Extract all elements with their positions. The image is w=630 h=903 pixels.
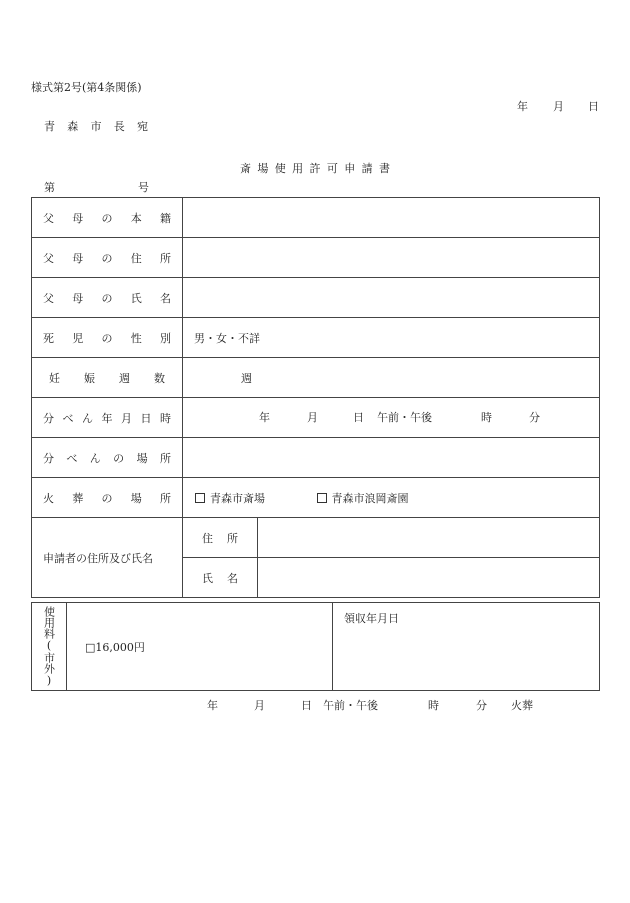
footer-hour: 時 <box>428 699 439 712</box>
addressee-char: 宛 <box>137 120 148 133</box>
applicant-name-field[interactable] <box>258 558 600 598</box>
addressee-char: 長 <box>113 120 125 133</box>
unit-year: 年 <box>259 411 270 424</box>
label-applicant-address: 住 所 <box>183 518 258 558</box>
title-char: 申 <box>344 162 356 175</box>
addressee-char: 市 <box>90 120 102 133</box>
label-applicant-name: 氏 名 <box>183 558 258 598</box>
label-applicant: 申請者の住所及び氏名 <box>32 518 183 598</box>
label-gestation: 妊 娠 週 数 <box>32 358 183 398</box>
label-delivery-place: 分 べ ん の 場 所 <box>32 438 183 478</box>
label-domicile: 父 母 の 本 籍 <box>32 198 183 238</box>
footer-minute: 分 <box>476 699 487 712</box>
unit-minute: 分 <box>529 411 540 424</box>
title-char: 可 <box>326 162 338 175</box>
label-cremation-place: 火 葬 の 場 所 <box>32 478 183 518</box>
domicile-field[interactable] <box>183 198 600 238</box>
table-row <box>32 198 600 238</box>
footer-year: 年 <box>207 699 218 712</box>
week-unit: 週 <box>241 371 252 385</box>
table-row <box>32 318 600 358</box>
form-number: 様式第2号(第4条関係) <box>31 81 142 94</box>
fee-table <box>31 602 600 691</box>
table-row <box>32 478 600 518</box>
title-char: 書 <box>379 162 390 175</box>
document-title <box>240 163 390 174</box>
label-delivery-datetime: 分 べ ん 年 月 日 時 <box>32 398 183 438</box>
number-go: 号 <box>138 181 149 194</box>
footer-month: 月 <box>254 699 265 712</box>
unit-hour: 時 <box>481 411 492 424</box>
addressee-char: 森 <box>67 120 79 133</box>
receipt-date-field[interactable] <box>333 603 600 691</box>
table-row <box>32 603 600 691</box>
unit-month: 月 <box>307 411 318 424</box>
checkbox-icon[interactable] <box>195 493 205 503</box>
footer-day: 日 <box>301 699 312 712</box>
name-field[interactable] <box>183 278 600 318</box>
table-row <box>32 238 600 278</box>
unit-day: 日 <box>353 411 364 424</box>
label-address: 父 母 の 住 所 <box>32 238 183 278</box>
label-sex: 死 児 の 性 別 <box>32 318 183 358</box>
date-day: 日 <box>588 100 599 113</box>
table-row <box>32 398 600 438</box>
checkbox-icon[interactable] <box>317 493 327 503</box>
table-row <box>32 438 600 478</box>
table-row <box>32 518 600 558</box>
date-year: 年 <box>517 100 528 113</box>
label-receipt-date: 領収年月日 <box>344 612 399 625</box>
gestation-field[interactable] <box>183 358 600 398</box>
footer-cremation: 火葬 <box>511 699 533 712</box>
title-char: 斎 <box>240 162 251 175</box>
delivery-place-field[interactable] <box>183 438 600 478</box>
addressee <box>44 121 148 132</box>
option-aomori-saijo[interactable]: 青森市斎場 <box>195 492 265 505</box>
title-char: 用 <box>292 162 304 175</box>
table-row <box>32 358 600 398</box>
footer-ampm: 午前・午後 <box>323 699 378 712</box>
number-dai: 第 <box>44 181 55 194</box>
unit-ampm: 午前・午後 <box>377 411 432 424</box>
label-name: 父 母 の 氏 名 <box>32 278 183 318</box>
address-field[interactable] <box>183 238 600 278</box>
title-char: 許 <box>309 162 321 175</box>
fee-amount: □16,000円 <box>67 603 333 691</box>
title-char: 場 <box>257 162 269 175</box>
option-namioka-saien[interactable]: 青森市浪岡斎園 <box>317 492 409 505</box>
date-month: 月 <box>553 100 564 113</box>
table-row <box>32 278 600 318</box>
application-table <box>31 197 600 598</box>
title-char: 使 <box>274 162 286 175</box>
label-fee: 使用料(市外) <box>32 603 67 691</box>
addressee-char: 青 <box>44 120 55 133</box>
cremation-place-field <box>183 478 600 518</box>
sex-field[interactable]: 男・女・不詳 <box>183 318 600 358</box>
applicant-address-field[interactable] <box>258 518 600 558</box>
delivery-datetime-field[interactable] <box>183 398 600 438</box>
title-char: 請 <box>361 162 373 175</box>
